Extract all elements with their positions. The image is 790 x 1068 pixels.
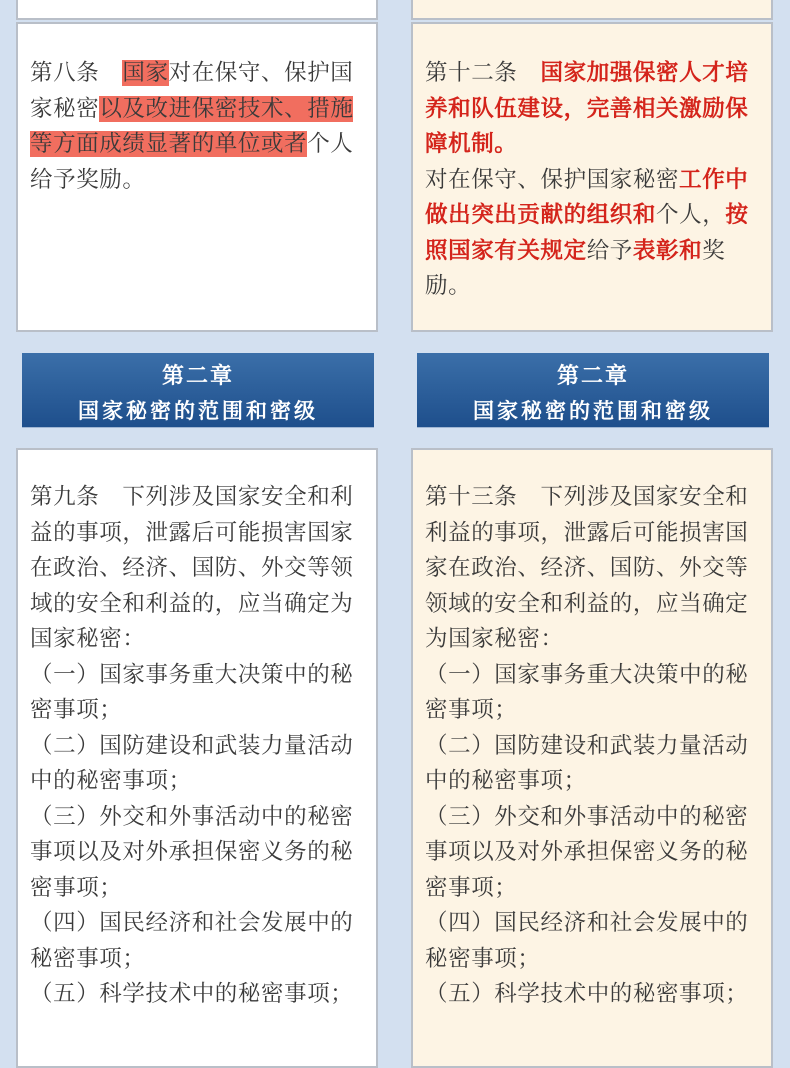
article-8-text xyxy=(30,56,364,198)
article-12-emphasis-3: 按照国家有关规定 xyxy=(425,202,749,264)
article-8-text-1: 对在保守、保护国家秘密 xyxy=(30,60,354,122)
article-12-text-4: 奖励。 xyxy=(425,237,726,299)
article-8-label: 第八条 xyxy=(30,60,123,86)
article-12-text-2: 个人， xyxy=(656,202,726,228)
chapter-title: 国家秘密的范围和密级 xyxy=(473,399,713,423)
previous-article-card-left xyxy=(16,0,378,20)
article-9-intro: 第九条 下列涉及国家安全和利益的事项，泄露后可能损害国家在政治、经济、国防、外交等领域的安全和利益的，应当确定为国家秘密： xyxy=(30,484,354,652)
article-12-emphasis-2: 工作中做出突出贡献的组织和 xyxy=(425,166,749,228)
article-12-card xyxy=(411,22,773,332)
list-item: （三）外交和外事活动中的秘密事项以及对外承担保密义务的秘密事项； xyxy=(425,803,749,901)
article-8-highlight-1: 国家 xyxy=(122,60,169,86)
article-13-intro: 第十三条 下列涉及国家安全和利益的事项，泄露后可能损害国家在政治、经济、国防、外交等领域的安全和利益的，应当确定为国家秘密： xyxy=(425,484,749,652)
list-item: （五）科学技术中的秘密事项； xyxy=(30,981,354,1007)
article-8-card xyxy=(16,22,378,332)
article-9-card xyxy=(16,448,378,1068)
list-item: （一）国家事务重大决策中的秘密事项； xyxy=(30,661,354,723)
article-12-emphasis-4: 表彰和 xyxy=(632,237,703,264)
list-item: （一）国家事务重大决策中的秘密事项； xyxy=(425,661,749,723)
article-12-emphasis-1: 国家加强保密人才培养和队伍建设，完善相关激励保障机制。 xyxy=(425,60,749,157)
article-13-text xyxy=(425,480,759,1013)
list-item: （三）外交和外事活动中的秘密事项以及对外承担保密义务的秘密事项； xyxy=(30,803,354,901)
chapter-2-banner-right xyxy=(417,353,769,427)
chapter-2-banner-left xyxy=(22,353,374,427)
article-9-text xyxy=(30,480,364,1013)
list-item: （五）科学技术中的秘密事项； xyxy=(425,981,749,1007)
previous-article-card-right xyxy=(411,0,773,20)
list-item: （四）国民经济和社会发展中的秘密事项； xyxy=(425,910,749,972)
chapter-title: 国家秘密的范围和密级 xyxy=(78,399,318,423)
list-item: （四）国民经济和社会发展中的秘密事项； xyxy=(30,910,354,972)
article-12-text-1: 对在保守、保护国家秘密 xyxy=(425,166,680,193)
article-13-card xyxy=(411,448,773,1068)
chapter-number: 第二章 xyxy=(161,364,234,389)
article-12-text xyxy=(425,56,759,305)
article-8-text-2: 个人给予奖励。 xyxy=(30,131,354,193)
list-item: （二）国防建设和武装力量活动中的秘密事项； xyxy=(425,732,749,794)
article-12-text-3: 给予 xyxy=(586,237,633,264)
chapter-number: 第二章 xyxy=(556,364,629,389)
list-item: （二）国防建设和武装力量活动中的秘密事项； xyxy=(30,732,354,794)
article-8-highlight-2: 以及改进保密技术、措施等方面成绩显著的单位或者 xyxy=(30,95,354,157)
article-12-label: 第十二条 xyxy=(425,60,541,86)
